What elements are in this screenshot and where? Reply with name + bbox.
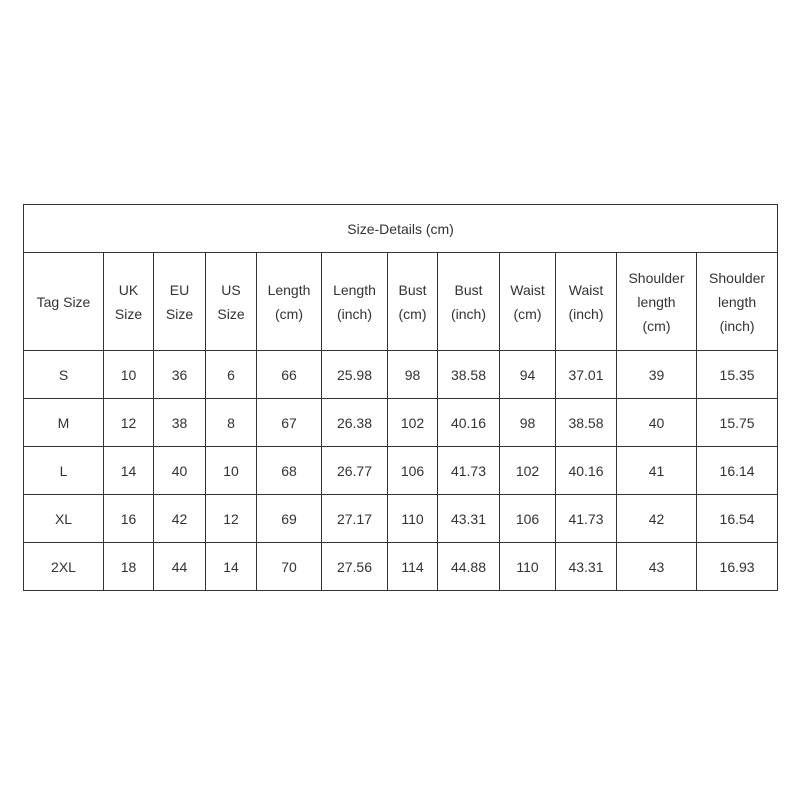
column-header-line: Size: [217, 305, 245, 322]
table-cell: 10: [104, 351, 154, 399]
column-header-line: (cm): [275, 305, 303, 322]
size-details-table: [23, 204, 778, 591]
table-cell: 98: [388, 351, 438, 399]
column-header-line: Waist: [568, 281, 604, 298]
table-cell: 40.16: [556, 447, 617, 495]
table-cell: 110: [388, 495, 438, 543]
column-header: [322, 253, 388, 351]
table-cell: 44: [154, 543, 206, 591]
column-header-line: (cm): [642, 317, 671, 334]
column-header: [556, 253, 617, 351]
table-cell: 69: [257, 495, 322, 543]
table-cell: 39: [617, 351, 697, 399]
table-row: [24, 495, 778, 543]
table-cell: 8: [206, 399, 257, 447]
table-cell: 27.17: [322, 495, 388, 543]
column-header-line: EU: [169, 281, 190, 298]
table-cell: 41.73: [438, 447, 500, 495]
column-header-line: Size: [165, 305, 194, 322]
table-cell: 43.31: [438, 495, 500, 543]
table-row: [24, 351, 778, 399]
table-cell: 16.14: [697, 447, 778, 495]
table-cell: 38.58: [438, 351, 500, 399]
column-header-line: US: [221, 281, 241, 298]
table-cell: 16.54: [697, 495, 778, 543]
tag-size-cell: M: [24, 399, 104, 447]
table-cell: 102: [500, 447, 556, 495]
table-title: Size-Details (cm): [24, 205, 778, 253]
column-header: [617, 253, 697, 351]
column-header: [500, 253, 556, 351]
column-header: [154, 253, 206, 351]
table-cell: 68: [257, 447, 322, 495]
column-header-line: Length: [333, 281, 376, 298]
column-header-line: length: [717, 293, 757, 310]
table-cell: 15.35: [697, 351, 778, 399]
column-header: [697, 253, 778, 351]
column-header-line: Size: [114, 305, 143, 322]
table-row: [24, 447, 778, 495]
table-cell: 12: [206, 495, 257, 543]
column-header-line: Length: [267, 281, 311, 298]
column-header-line: (inch): [568, 305, 604, 322]
table-cell: 40: [154, 447, 206, 495]
table-title-row: [24, 205, 778, 253]
table-cell: 42: [617, 495, 697, 543]
table-cell: 27.56: [322, 543, 388, 591]
table-cell: 43: [617, 543, 697, 591]
column-header-line: (inch): [450, 305, 486, 322]
table-cell: 15.75: [697, 399, 778, 447]
table-cell: 114: [388, 543, 438, 591]
table-cell: 67: [257, 399, 322, 447]
column-header: [24, 253, 104, 351]
column-header: [388, 253, 438, 351]
tag-size-cell: L: [24, 447, 104, 495]
column-header-line: UK: [118, 281, 139, 298]
table-cell: 110: [500, 543, 556, 591]
table-cell: 14: [206, 543, 257, 591]
table-header-row: [24, 253, 778, 351]
table-cell: 41.73: [556, 495, 617, 543]
table-cell: 26.38: [322, 399, 388, 447]
table-cell: 26.77: [322, 447, 388, 495]
tag-size-cell: S: [24, 351, 104, 399]
column-header: [438, 253, 500, 351]
table-cell: 106: [388, 447, 438, 495]
table-cell: 98: [500, 399, 556, 447]
table-cell: 40.16: [438, 399, 500, 447]
column-header-line: (cm): [513, 305, 542, 322]
table-cell: 16: [104, 495, 154, 543]
column-header-line: Bust: [398, 281, 427, 298]
column-header: [206, 253, 257, 351]
column-header-line: (inch): [336, 305, 372, 322]
column-header: [257, 253, 322, 351]
table-cell: 10: [206, 447, 257, 495]
table-cell: 94: [500, 351, 556, 399]
table-cell: 102: [388, 399, 438, 447]
table-cell: 40: [617, 399, 697, 447]
table-cell: 106: [500, 495, 556, 543]
table-row: [24, 399, 778, 447]
table-cell: 38: [154, 399, 206, 447]
column-header-line: Bust: [454, 281, 483, 298]
column-header-line: (cm): [398, 305, 427, 322]
table-cell: 70: [257, 543, 322, 591]
table-cell: 36: [154, 351, 206, 399]
table-cell: 43.31: [556, 543, 617, 591]
table-body: [24, 351, 778, 591]
table-row: [24, 543, 778, 591]
column-header-line: Tag Size: [36, 293, 91, 310]
tag-size-cell: XL: [24, 495, 104, 543]
table-cell: 25.98: [322, 351, 388, 399]
table-cell: 18: [104, 543, 154, 591]
column-header-line: Shoulder: [628, 269, 685, 286]
column-header-line: Shoulder: [709, 269, 766, 286]
table-cell: 42: [154, 495, 206, 543]
column-header-line: (inch): [719, 317, 755, 334]
tag-size-cell: 2XL: [24, 543, 104, 591]
table-cell: 66: [257, 351, 322, 399]
table-cell: 14: [104, 447, 154, 495]
table-cell: 12: [104, 399, 154, 447]
column-header-line: length: [637, 293, 676, 310]
table-cell: 41: [617, 447, 697, 495]
table-cell: 16.93: [697, 543, 778, 591]
column-header-line: Waist: [510, 281, 545, 298]
column-header: [104, 253, 154, 351]
table-cell: 6: [206, 351, 257, 399]
table-cell: 38.58: [556, 399, 617, 447]
table-cell: 44.88: [438, 543, 500, 591]
table-cell: 37.01: [556, 351, 617, 399]
